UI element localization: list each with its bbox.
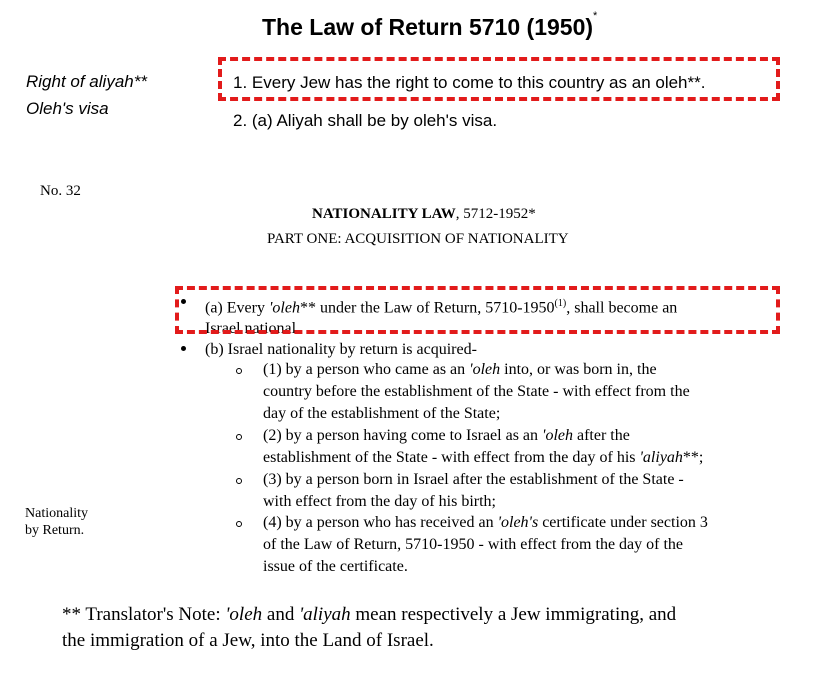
sub-bullet-2	[236, 434, 242, 440]
highlight-box-section-1	[218, 57, 780, 101]
sub1-pre: (1) by a person who came as an	[263, 361, 470, 378]
law-of-return-title	[262, 10, 598, 41]
sub-clause-1-line-1	[263, 359, 690, 381]
note-pre: ** Translator's Note:	[62, 604, 226, 625]
clause-a-term: 'oleh	[268, 299, 300, 317]
sub-clause-1-line-2: country before the establishment of the State - with effect from the	[263, 383, 690, 400]
clause-b: (b) Israel nationality by return is acquired-	[205, 341, 477, 358]
margin-note-nationality-by-return	[25, 505, 88, 539]
note-mid: and	[262, 604, 300, 625]
sub4-pre: (4) by a person who has received an	[263, 514, 498, 531]
translator-note	[62, 602, 676, 654]
margin-note-line-2: by Return.	[25, 523, 85, 538]
clause-a-line-2: Israel national.	[205, 320, 301, 338]
sub2-l2-term: 'aliyah	[639, 449, 683, 466]
sub2-l2-pre: establishment of the State - with effect from the day of his	[263, 449, 640, 466]
sub-clause-3-line-1: (3) by a person born in Israel after the establishment of the State -	[263, 471, 684, 488]
title-text: The Law of Return 5710 (1950)	[262, 14, 594, 40]
sub-clause-4-line-1	[263, 512, 708, 534]
clause-a-post: ** under the Law of Return, 5710-1950	[299, 299, 555, 317]
note-term-aliyah: 'aliyah	[299, 604, 351, 625]
margin-note-right-of-aliyah: Right of aliyah**	[26, 72, 147, 91]
sub-bullet-1	[236, 368, 242, 374]
sub-bullet-3	[236, 478, 242, 484]
sub2-l2-post: **;	[682, 449, 704, 466]
clause-a-end: , shall become an	[566, 299, 678, 317]
translator-note-line-1	[62, 602, 676, 628]
margin-note-olehs-visa: Oleh's visa	[26, 99, 109, 118]
sub-clause-4	[263, 512, 708, 578]
bullet-b	[181, 346, 186, 351]
nationality-law-title-bold: NATIONALITY LAW	[312, 206, 456, 222]
sub2-pre: (2) by a person having come to Israel as an	[263, 427, 543, 444]
translator-note-line-2: the immigration of a Jew, into the Land of Israel.	[62, 630, 434, 651]
section-2-text: 2. (a) Aliyah shall be by oleh's visa.	[233, 111, 498, 130]
note-term-oleh: 'oleh	[225, 604, 263, 625]
sub2-term: 'oleh	[542, 427, 573, 444]
sub-clause-3	[263, 469, 684, 513]
sub1-post: into, or was born in, the	[500, 361, 657, 378]
sub-clause-4-line-3: issue of the certificate.	[263, 558, 408, 575]
nationality-law-title-year: , 5712-1952*	[455, 206, 536, 222]
part-one-heading: PART ONE: ACQUISITION OF NATIONALITY	[267, 231, 569, 247]
sub1-term: 'oleh	[469, 361, 501, 378]
margin-note-line-1: Nationality	[25, 506, 88, 521]
title-asterisk: *	[593, 10, 598, 22]
sub2-post: after the	[572, 427, 630, 444]
sub-clause-2	[263, 425, 703, 469]
sub-clause-1-line-3: day of the establishment of the State;	[263, 405, 501, 422]
section-1-text: 1. Every Jew has the right to come to this country as an oleh**.	[233, 73, 706, 92]
sub-clause-2-line-2	[263, 447, 703, 469]
sub4-term: 'oleh's	[497, 514, 539, 531]
sub-bullet-4	[236, 521, 242, 527]
sub-clause-1	[263, 359, 690, 425]
sub-clause-2-line-1	[263, 425, 703, 447]
sub-clause-3-line-2: with effect from the day of his birth;	[263, 493, 496, 510]
sub-clause-4-line-2: of the Law of Return, 5710-1950 - with effect from the day of the	[263, 536, 684, 553]
nationality-law-title	[312, 206, 536, 223]
law-number: No. 32	[40, 183, 81, 199]
note-post: mean respectively a Jew immigrating, and	[350, 604, 677, 625]
clause-a-pre: (a) Every	[205, 299, 269, 317]
sub4-post: certificate under section 3	[538, 514, 708, 531]
highlight-box-clause-a	[175, 286, 780, 334]
footnote-ref-1: (1)	[554, 298, 567, 309]
